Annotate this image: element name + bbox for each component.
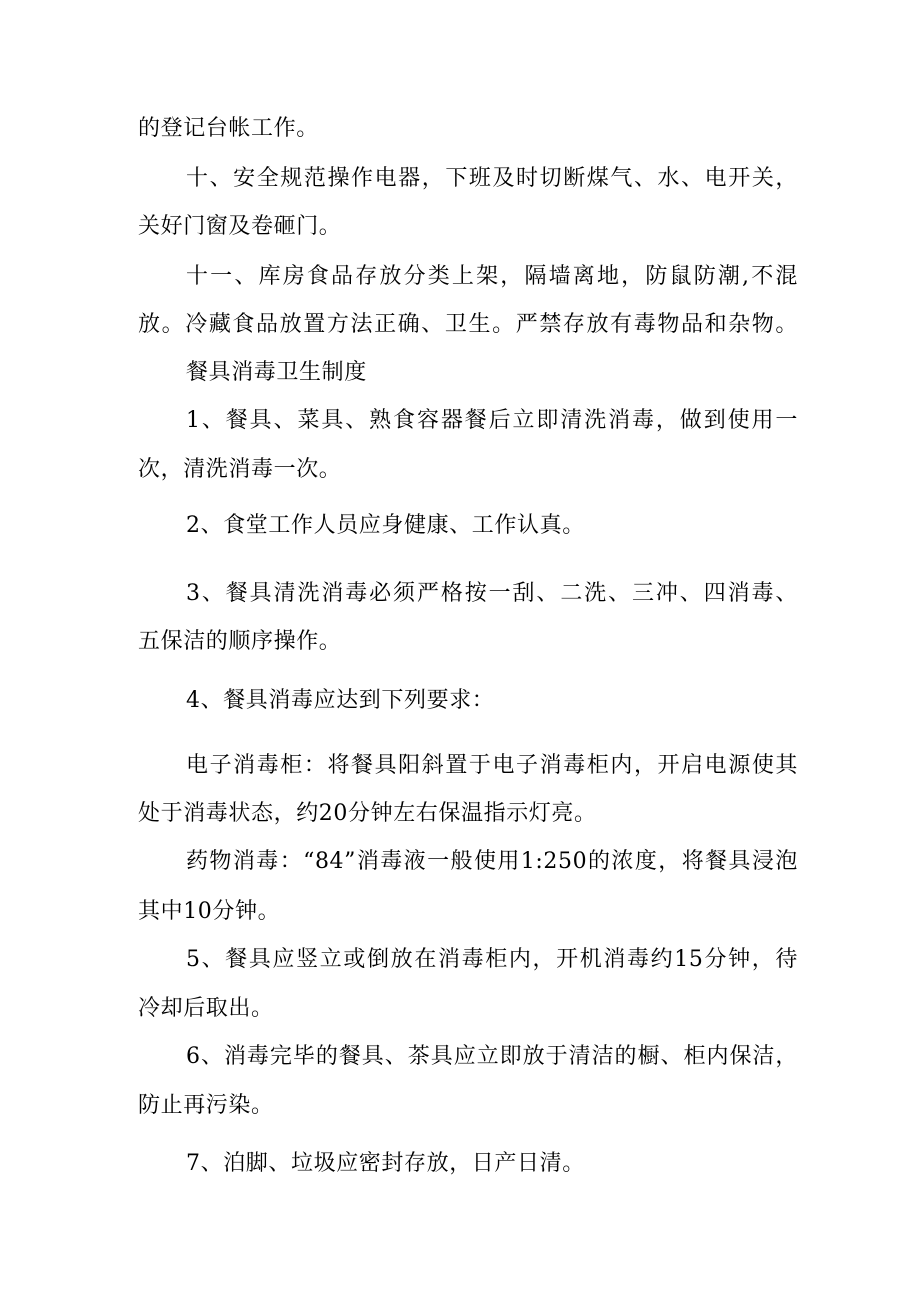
text-line-19: 6、消毒完毕的餐具、茶具应立即放于清洁的橱、柜内保洁， — [186, 1044, 798, 1069]
section-heading: 餐具消毒卫生制度 — [186, 360, 367, 385]
text-line-15: 药物消毒：“84”消毒液一般使用1:250的浓度，将餐具浸泡 — [186, 849, 798, 874]
text-line-4: 十一、库房食品存放分类上架，隔墙离地，防鼠防潮,不混 — [186, 264, 798, 289]
text-line-13: 电子消毒柜：将餐具阳斜置于电子消毒柜内，开启电源使其 — [186, 753, 798, 778]
text-line-20: 防止再污染。 — [138, 1093, 274, 1118]
text-line-16: 其中10分钟。 — [138, 899, 281, 924]
text-line-17: 5、餐具应竖立或倒放在消毒柜内，开机消毒约15分钟，待 — [186, 947, 798, 972]
text-line-12: 4、餐具消毒应达到下列要求： — [186, 688, 495, 713]
text-line-8: 次，清洗消毒一次。 — [138, 457, 342, 482]
text-line-3: 关好门窗及卷砸门。 — [138, 214, 342, 239]
text-line-9: 2、食堂工作人员应身健康、工作认真。 — [186, 513, 585, 538]
text-line-2: 十、安全规范操作电器，下班及时切断煤气、水、电开关， — [186, 166, 798, 191]
text-line-1: 的登记台帐工作。 — [138, 116, 319, 141]
text-line-5: 放。冷藏食品放置方法正确、卫生。严禁存放有毒物品和杂物。 — [138, 312, 798, 337]
text-line-14: 处于消毒状态，约20分钟左右保温指示灯亮。 — [138, 801, 597, 826]
text-line-7: 1、餐具、菜具、熟食容器餐后立即清洗消毒，做到使用一 — [186, 408, 798, 433]
text-line-18: 冷却后取出。 — [138, 996, 274, 1021]
text-line-10: 3、餐具清洗消毒必须严格按一刮、二洗、三冲、四消毒、 — [186, 581, 798, 606]
text-line-21: 7、泊脚、垃圾应密封存放，日产日清。 — [186, 1151, 585, 1176]
text-line-11: 五保洁的顺序操作。 — [138, 629, 342, 654]
